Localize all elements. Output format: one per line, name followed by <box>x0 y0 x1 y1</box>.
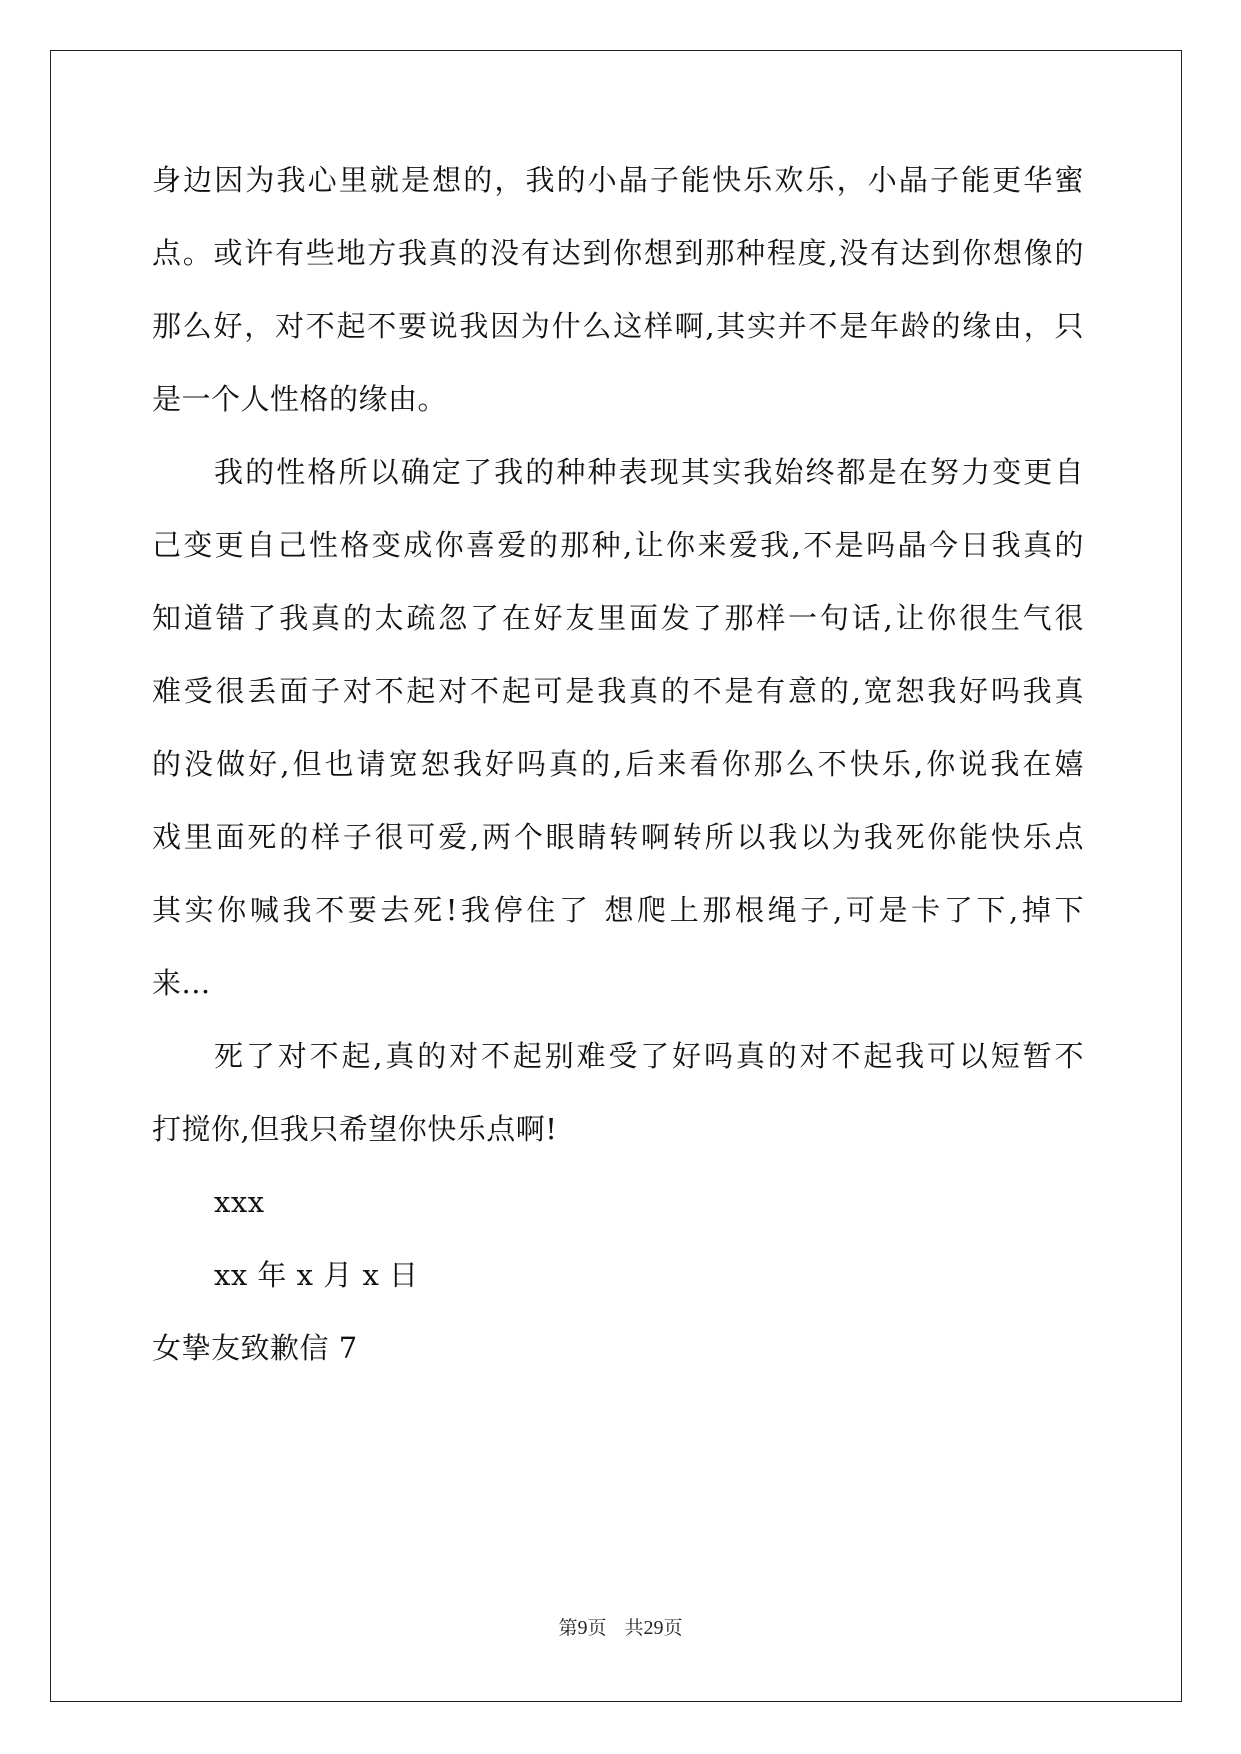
paragraph-line: 死了对不起,真的对不起别难受了好吗真的对不起我可以短暂不 <box>214 1039 1084 1073</box>
paragraph-line: 戏里面死的样子很可爱,两个眼睛转啊转所以我以为我死你能快乐点 <box>152 820 1084 854</box>
total-prefix: 共 <box>624 1618 644 1639</box>
signature: xxx <box>214 1185 265 1219</box>
paragraph-line: 是一个人性格的缘由。 <box>152 382 448 416</box>
paragraph-line: 我的性格所以确定了我的种种表现其实我始终都是在努力变更自 <box>214 455 1084 489</box>
paragraph-line: 那么好，对不起不要说我因为什么这样啊,其实并不是年龄的缘由，只 <box>152 309 1084 343</box>
paragraph-line: 来... <box>152 966 211 1000</box>
paragraph-line: 其实你喊我不要去死!我停住了 想爬上那根绳子,可是卡了下,掉下 <box>152 893 1084 927</box>
page-footer <box>0 1616 1241 1641</box>
paragraph-line: 打搅你,但我只希望你快乐点啊! <box>152 1112 558 1146</box>
paragraph-line: 的没做好,但也请宽恕我好吗真的,后来看你那么不快乐,你说我在嬉 <box>152 747 1084 781</box>
paragraph-line: 知道错了我真的太疏忽了在好友里面发了那样一句话,让你很生气很 <box>152 601 1084 635</box>
page-border <box>50 50 1182 1702</box>
paragraph-line: 己变更自己性格变成你喜爱的那种,让你来爱我,不是吗晶今日我真的 <box>152 528 1084 562</box>
paragraph-line: 身边因为我心里就是想的，我的小晶子能快乐欢乐，小晶子能更华蜜 <box>152 163 1084 197</box>
page-prefix: 第 <box>558 1618 578 1639</box>
page-mid: 页 <box>587 1618 607 1639</box>
paragraph-line: 难受很丢面子对不起对不起可是我真的不是有意的,宽恕我好吗我真 <box>152 674 1084 708</box>
paragraph-line: 点。或许有些地方我真的没有达到你想到那种程度,没有达到你想像的 <box>152 236 1084 270</box>
page-total: 29 <box>643 1617 664 1639</box>
page-current: 9 <box>577 1617 588 1639</box>
date-line: xx 年 x 月 x 日 <box>214 1258 419 1292</box>
section-heading: 女挚友致歉信 7 <box>152 1331 358 1365</box>
total-suffix: 页 <box>663 1618 683 1639</box>
